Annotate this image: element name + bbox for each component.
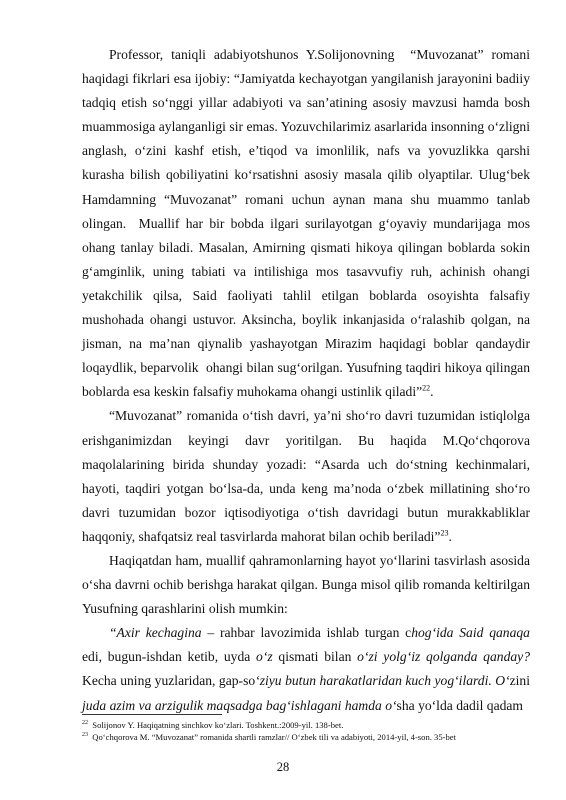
footnote-separator — [82, 714, 222, 715]
footnotes — [82, 719, 530, 743]
paragraph — [82, 549, 530, 621]
text-segment: . — [430, 384, 434, 400]
paragraph — [82, 404, 530, 549]
text-segment: . — [448, 528, 452, 544]
footnote — [82, 731, 530, 743]
paragraph — [82, 43, 530, 404]
footnote-number: 22 — [82, 720, 88, 727]
footnote-number: 23 — [82, 732, 88, 739]
text-segment: juda azim va arzigulik maqsadga bag‘ishlagani hamda o‘ — [82, 697, 397, 713]
text-segment: Professor, taniqli adabiyotshunos Y.Solijonovning “Muvozanat” romani haqidagi fikrlari esa ijobiy: “Jamiyatda kechayotgan yangilanish jarayonini badiiy tadqiq etish so‘nggi yillar adabiyoti va san’atining asosiy mavzusi hamda bosh muammosiga aylanganligi sir emas. Yozuvchilarimiz asarlarida insonning o‘zligni anglash, o‘zini kashf etish, e’tiqod va imonlilik, nafs va yovuzlikka qarshi kurasha bilish qobiliyatini ko‘rsatishni asosiy masala qilib olyaptilar. Ulug‘bek Hamdamning “Muvozanat” romani uchun aynan mana shu muammo tanlab olingan. Muallif har bir bobda ilgari surilayotgan g‘oyaviy mundarijaga mos ohang tanlay biladi. Masalan, Amirning qismati hikoya qilingan boblarda sokin g‘amginlik, uning tabiati va intilishiga mos tasavvufiy ruh, achinish ohangi yetakchilik qilsa, Said faoliyati tahlil etilgan boblarda osoyishta falsafiy mushohada ohangi ustuvor. Aksincha, boylik inkanjasida o‘ralashib qolgan, na jisman, na ma’nan qiynalib yashayotgan Mirazim haqidagi boblar qandaydir loqaydlik, beparvolik ohangi bilan sug‘orilgan. Yusufning taqdiri hikoya qilingan boblarda esa keskin falsafiy muhokama ohangi ustinlik qiladi” — [82, 47, 530, 400]
text-segment: qismati bilan — [272, 649, 358, 665]
text-segment: “Muvozanat” romanida o‘tish davri, ya’ni sho‘ro davri tuzumidan istiqlolga erishganimizdan keyingi davr yoritilgan. Bu haqida M.Qo‘chqorova maqolalarining birida shunday yozadi: “Asarda uch do‘stning kechinmalari, hayoti, taqdiri yotgan bo‘lsa-da, unda keng ma’noda o‘zbek millatining sho‘ro davri tuzumidan bozor iqtisodiyotiga o‘tish davridagi butun murakkabliklar haqqoniy, shafqatsiz real tasvirlarda mahorat bilan ochib beriladi” — [82, 408, 530, 544]
footnote-reference: 22 — [422, 383, 431, 393]
page-number: 28 — [276, 760, 290, 774]
text-segment: hog‘ida Said qanaqa — [411, 625, 530, 641]
footnote-text: Solijonov Y. Haqiqatning sinchkov ko‘zlari. Toshkent.:2009-yil. 138-bet. — [92, 720, 344, 730]
text-segment: – rahbar lavozimida ishlab turgan c — [201, 625, 412, 641]
footnote-reference: 23 — [440, 528, 449, 538]
text-segment: “Axir kechagina — [109, 625, 202, 641]
text-segment: edi, bugun-ishdan ketib, uyda — [82, 649, 257, 665]
text-segment: o‘z — [256, 649, 273, 665]
text-segment: zini — [509, 673, 530, 689]
body-text — [82, 43, 530, 718]
text-segment: Kecha uning yuzlaridan, gap-so — [82, 673, 256, 689]
paragraph — [82, 621, 530, 717]
text-segment: Haqiqatdan ham, muallif qahramonlarning hayot yo‘llarini tasvirlash asosida o‘sha davrni ochib berishga harakat qilgan. Bunga misol qilib romanda keltirilgan Yusufning qarashlarini olish mumkin: — [82, 552, 530, 617]
footnote-text: Qo‘chqorova M. “Muvozanat” romanida shartli ramzlar// O‘zbek tili va adabiyoti, 2014-yil, 4-son. 35-bet — [92, 732, 456, 742]
text-segment: o‘zi yolg‘iz qolganda qanday? — [357, 649, 530, 665]
text-segment: sha yo‘lda dadil qadam — [396, 697, 524, 713]
text-segment: ‘ziyu butun harakatlaridan kuch yog‘ilardi. O‘ — [255, 673, 510, 689]
footnote — [82, 719, 530, 731]
